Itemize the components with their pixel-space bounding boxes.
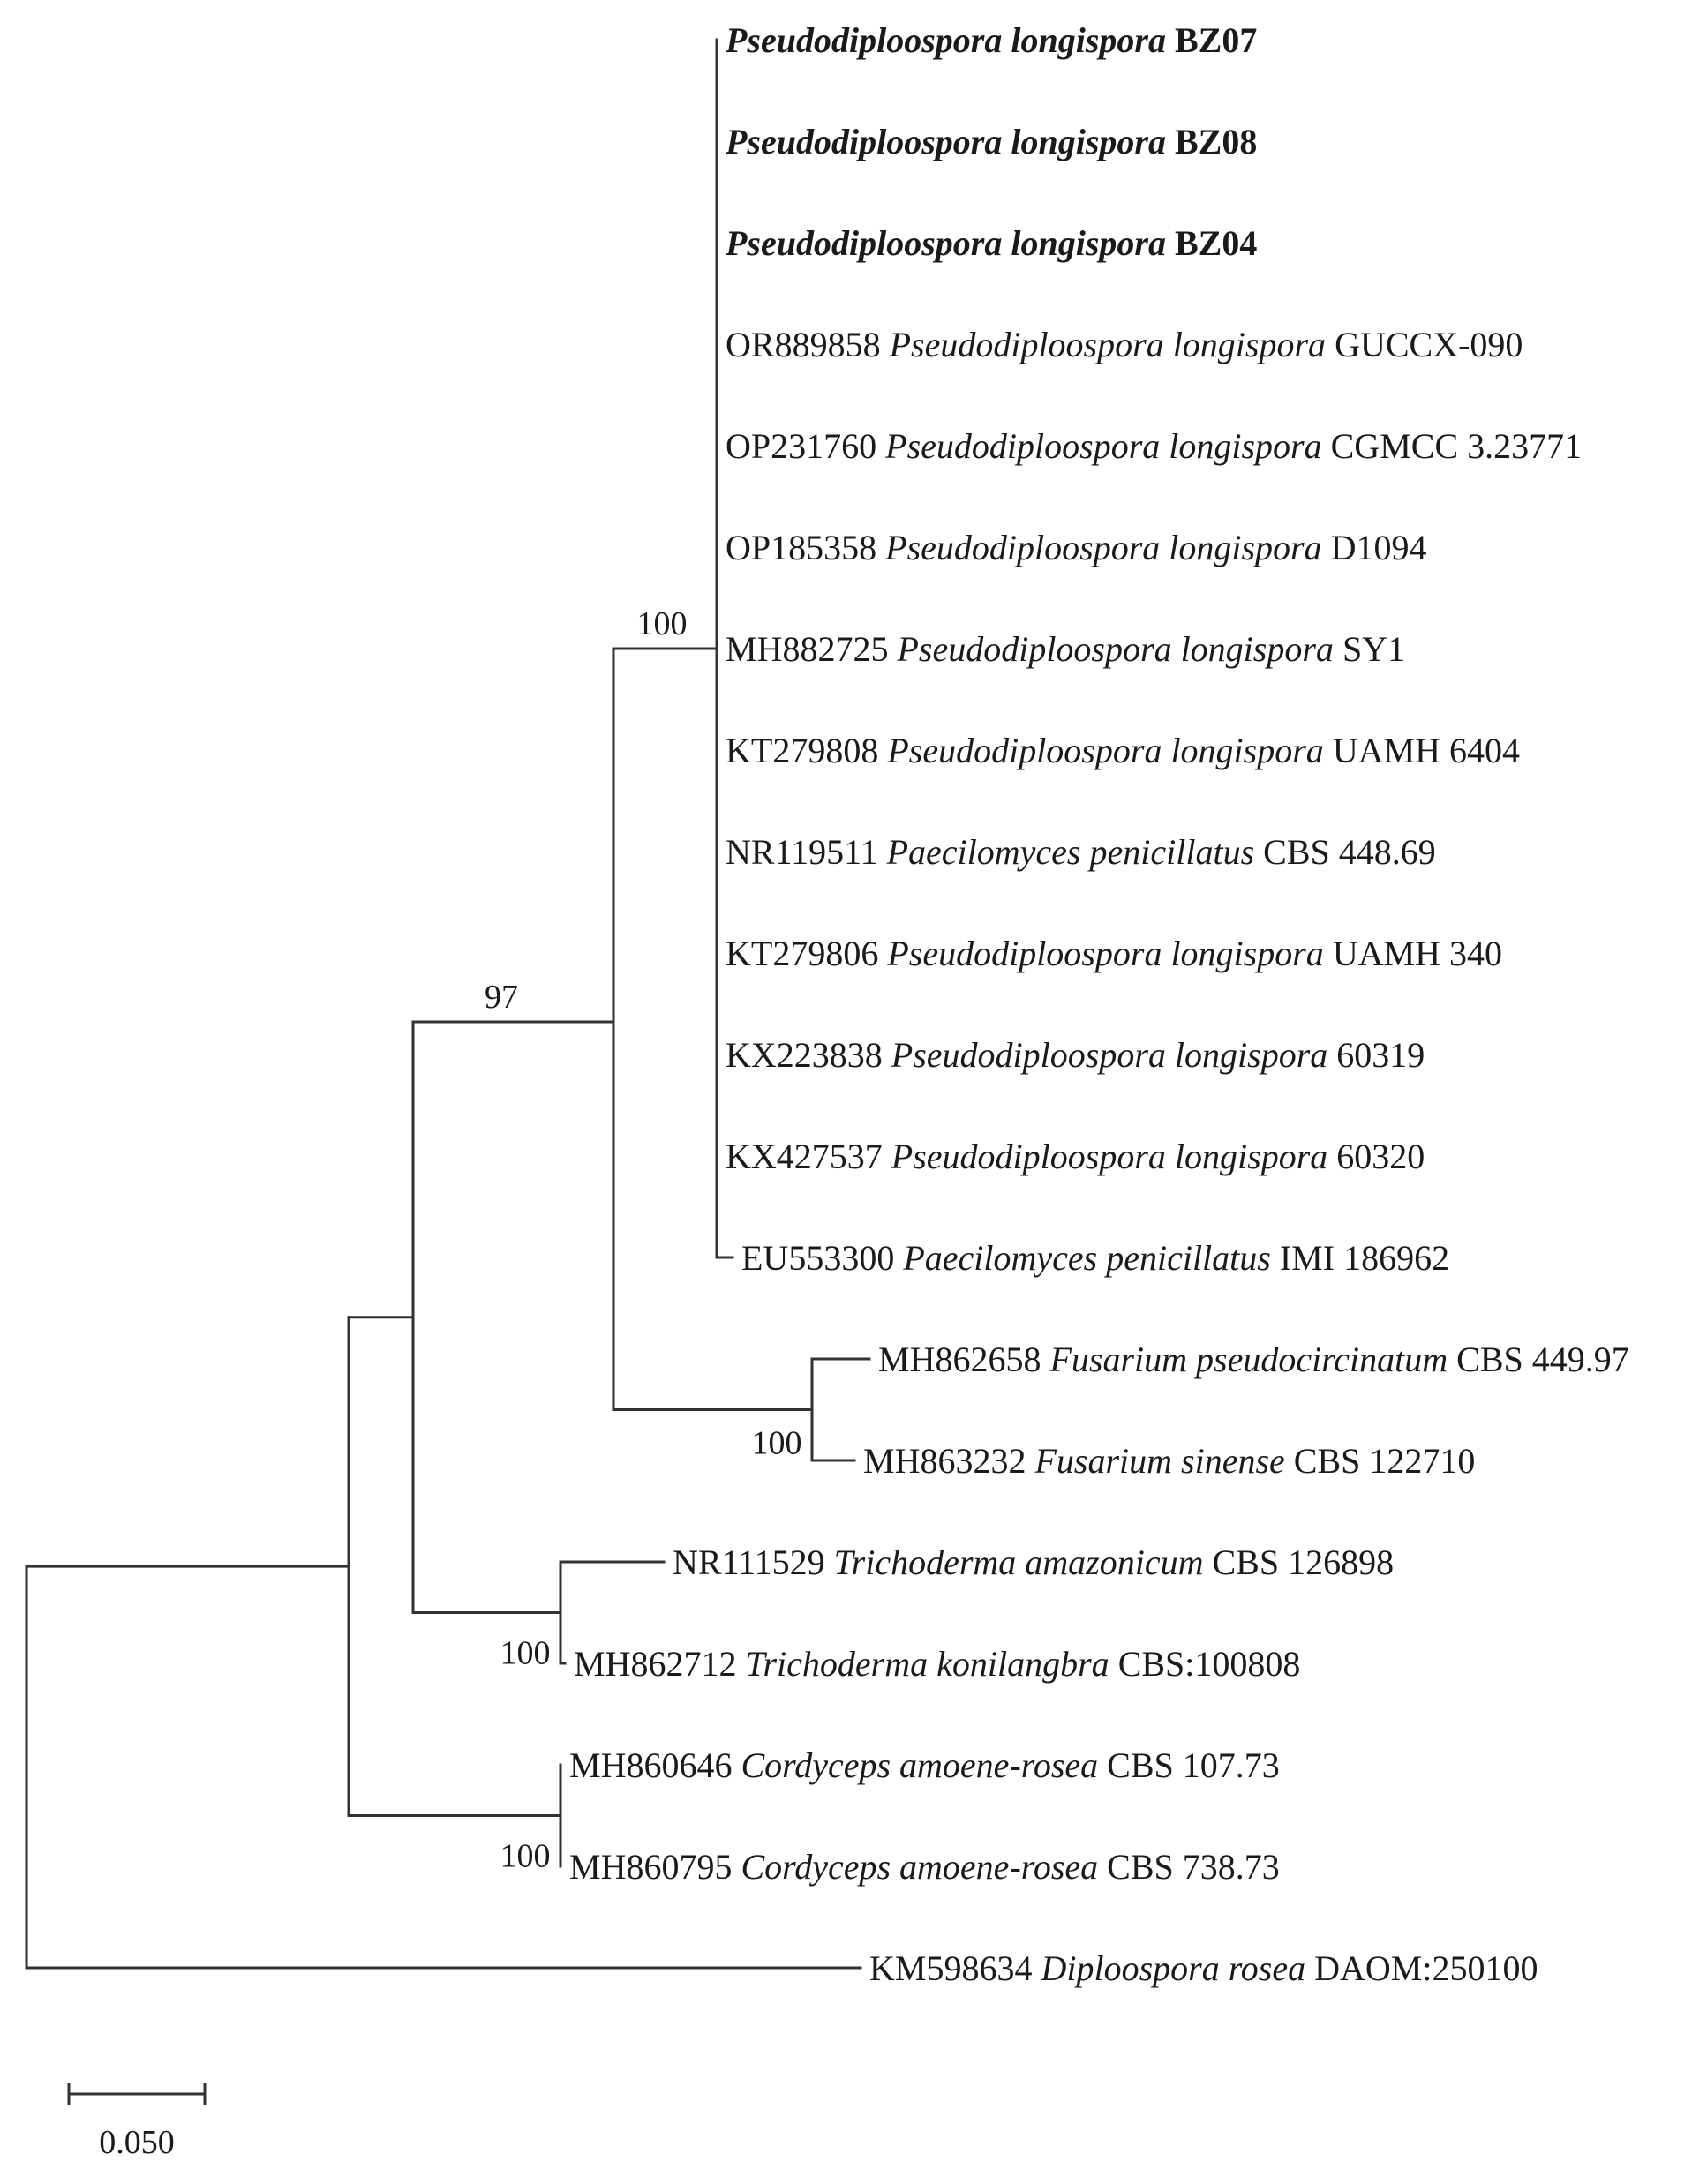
taxon-strain: CGMCC 3.23771 bbox=[1321, 426, 1583, 466]
taxon-strain: 60320 bbox=[1327, 1137, 1425, 1176]
taxon-accession: OR889858 bbox=[726, 325, 890, 364]
taxon-accession: KX427537 bbox=[726, 1137, 891, 1176]
taxon-species: Pseudodiploospora longispora bbox=[891, 1137, 1328, 1176]
taxon-label bbox=[878, 1340, 1629, 1379]
taxon-species: Trichoderma konilangbra bbox=[745, 1644, 1109, 1684]
taxon-strain: UAMH 340 bbox=[1323, 934, 1503, 973]
support-cordyceps-clade: 100 bbox=[500, 1837, 551, 1875]
taxon-accession: OP231760 bbox=[726, 426, 886, 466]
taxon-strain: CBS:100808 bbox=[1109, 1644, 1301, 1684]
support-pseudodiploospora-clade: 100 bbox=[636, 605, 688, 642]
taxon-strain: SY1 bbox=[1333, 629, 1406, 669]
taxon-label bbox=[725, 20, 1257, 60]
taxon-strain: DAOM:250100 bbox=[1305, 1948, 1538, 1988]
scale-bar-label: 0.050 bbox=[99, 2124, 175, 2161]
taxon-label bbox=[726, 1035, 1425, 1075]
taxon-labels bbox=[569, 20, 1629, 1988]
taxon-label bbox=[726, 731, 1520, 770]
taxon-species: Paecilomyces penicillatus bbox=[903, 1238, 1271, 1278]
taxon-label bbox=[725, 122, 1257, 161]
taxon-species: Trichoderma amazonicum bbox=[833, 1542, 1204, 1582]
taxon-label bbox=[726, 325, 1523, 364]
taxon-label bbox=[726, 629, 1405, 669]
taxon-strain: CBS 449.97 bbox=[1448, 1340, 1629, 1379]
taxon-label bbox=[869, 1948, 1538, 1988]
taxon-species: Fusarium pseudocircinatum bbox=[1049, 1340, 1448, 1379]
taxon-accession: KT279806 bbox=[726, 934, 888, 973]
taxon-species: Pseudodiploospora longispora bbox=[887, 731, 1324, 770]
taxon-accession: MH863232 bbox=[863, 1441, 1035, 1481]
taxon-species: Pseudodiploospora longispora bbox=[885, 426, 1322, 466]
taxon-label bbox=[569, 1745, 1280, 1785]
support-fusarium-clade: 100 bbox=[751, 1424, 802, 1462]
taxon-strain: CBS 126898 bbox=[1203, 1542, 1395, 1582]
taxon-species: Pseudodiploospora longispora bbox=[887, 934, 1324, 973]
taxon-accession: NR111529 bbox=[673, 1542, 834, 1582]
taxon-label bbox=[726, 426, 1582, 466]
taxon-strain: GUCCX-090 bbox=[1326, 325, 1523, 364]
taxon-label bbox=[741, 1238, 1449, 1278]
taxon-strain: CBS 738.73 bbox=[1098, 1847, 1280, 1887]
taxon-accession: OP185358 bbox=[726, 528, 886, 567]
taxon-label bbox=[569, 1847, 1280, 1887]
taxon-accession: NR119511 bbox=[726, 832, 887, 872]
taxon-label bbox=[726, 832, 1436, 872]
taxon-species: Fusarium sinense bbox=[1034, 1441, 1285, 1481]
taxon-strain: CBS 122710 bbox=[1284, 1441, 1476, 1481]
taxon-species: Pseudodiploospora longispora bbox=[885, 528, 1322, 567]
taxon-label bbox=[863, 1441, 1475, 1481]
taxon-strain: D1094 bbox=[1321, 528, 1427, 567]
taxon-strain: CBS 448.69 bbox=[1254, 832, 1436, 872]
taxon-label bbox=[726, 528, 1427, 567]
taxon-strain: IMI 186962 bbox=[1270, 1238, 1450, 1278]
taxon-species: Pseudodiploospora longispora bbox=[889, 325, 1327, 364]
scale-bar bbox=[69, 2084, 205, 2161]
taxon-species: Pseudodiploospora longispora bbox=[726, 20, 1166, 60]
taxon-accession: EU553300 bbox=[741, 1238, 904, 1278]
taxon-accession: KT279808 bbox=[726, 731, 888, 770]
taxon-strain: BZ04 bbox=[1165, 223, 1258, 263]
taxon-label bbox=[574, 1644, 1300, 1684]
taxon-accession: KX223838 bbox=[726, 1035, 891, 1075]
taxon-strain: 60319 bbox=[1327, 1035, 1425, 1075]
taxon-species: Pseudodiploospora longispora bbox=[891, 1035, 1328, 1075]
taxon-species: Pseudodiploospora longispora bbox=[726, 122, 1166, 161]
taxon-accession: MH882725 bbox=[726, 629, 898, 669]
taxon-strain: BZ08 bbox=[1165, 122, 1258, 161]
taxon-accession: MH860795 bbox=[569, 1847, 741, 1887]
taxon-species: Pseudodiploospora longispora bbox=[726, 223, 1166, 263]
taxon-strain: UAMH 6404 bbox=[1323, 731, 1521, 770]
taxon-accession: KM598634 bbox=[869, 1948, 1041, 1988]
support-trichoderma-clade: 100 bbox=[500, 1634, 551, 1672]
taxon-species: Cordyceps amoene-rosea bbox=[741, 1745, 1099, 1785]
taxon-species: Pseudodiploospora longispora bbox=[897, 629, 1334, 669]
support-pseudodiploospora-fusarium-clade: 97 bbox=[485, 979, 518, 1016]
taxon-strain: CBS 107.73 bbox=[1098, 1745, 1280, 1785]
taxon-label bbox=[673, 1542, 1394, 1582]
taxon-species: Paecilomyces penicillatus bbox=[886, 832, 1255, 872]
taxon-label bbox=[726, 1137, 1425, 1176]
taxon-species: Cordyceps amoene-rosea bbox=[741, 1847, 1099, 1887]
taxon-strain: BZ07 bbox=[1165, 20, 1258, 60]
taxon-accession: MH862658 bbox=[878, 1340, 1050, 1379]
taxon-accession: MH860646 bbox=[569, 1745, 741, 1785]
taxon-species: Diploospora rosea bbox=[1041, 1948, 1306, 1988]
taxon-label bbox=[725, 223, 1257, 263]
taxon-label bbox=[726, 934, 1502, 973]
taxon-accession: MH862712 bbox=[574, 1644, 746, 1684]
